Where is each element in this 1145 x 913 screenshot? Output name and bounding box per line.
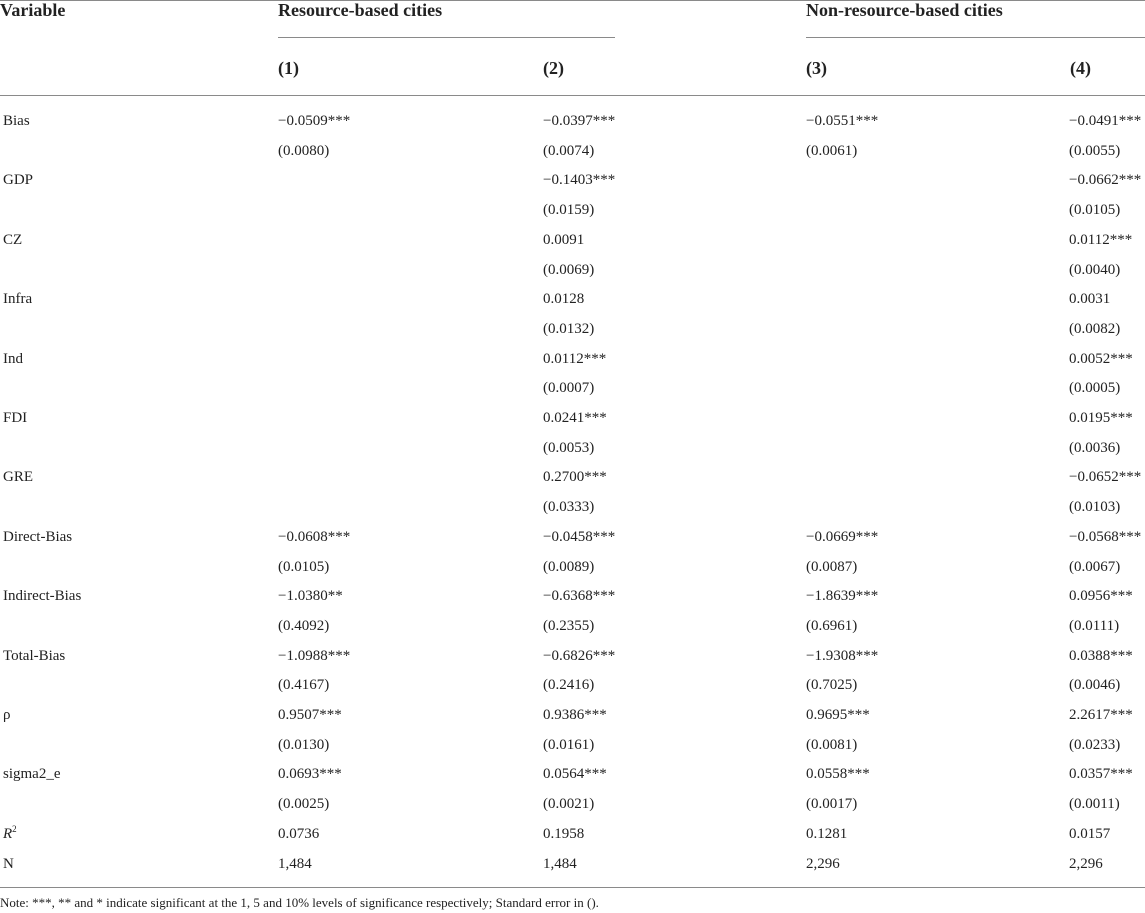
table-cell-col4: −0.0662*** — [1069, 172, 1142, 188]
table-cell-col2: 0.2700*** — [543, 469, 607, 485]
table-cell-col4: −0.0652*** — [1069, 469, 1142, 485]
table-cell-col1: (0.0025) — [278, 796, 330, 812]
table-cell-col4: (0.0067) — [1069, 559, 1121, 575]
table-cell-col2: (0.0089) — [543, 559, 595, 575]
row-label: Infra — [3, 291, 33, 307]
table-cell-col4: −0.0568*** — [1069, 529, 1142, 545]
table-cell-col1: −0.0608*** — [278, 529, 351, 545]
table-cell-col4: 2.2617*** — [1069, 707, 1133, 723]
table-cell-col4: (0.0005) — [1069, 380, 1121, 396]
table-cell-col4: 0.0956*** — [1069, 588, 1133, 604]
table-cell-col3: −0.0669*** — [806, 529, 879, 545]
table-cell-col1: 0.0693*** — [278, 766, 342, 782]
table-cell-col4: (0.0011) — [1069, 796, 1120, 812]
table-cell-col2: (0.0333) — [543, 499, 595, 515]
row-label: FDI — [3, 410, 28, 426]
table-cell-col3: (0.0081) — [806, 737, 858, 753]
row-label — [3, 826, 17, 843]
row-label: Total-Bias — [3, 648, 66, 664]
table-cell-col4: (0.0082) — [1069, 321, 1121, 337]
table-cell-col4: 0.0052*** — [1069, 351, 1133, 367]
group-rule-resource — [278, 37, 615, 38]
table-cell-col3: 2,296 — [806, 856, 840, 872]
table-cell-col2: −0.6368*** — [543, 588, 616, 604]
table-cell-col4: (0.0111) — [1069, 618, 1120, 634]
variable-header: Variable — [0, 0, 66, 20]
table-cell-col4: (0.0040) — [1069, 262, 1121, 278]
table-cell-col2: (0.0132) — [543, 321, 595, 337]
table-cell-col2: (0.0007) — [543, 380, 595, 396]
table-cell-col4: 2,296 — [1069, 856, 1103, 872]
row-label: Direct-Bias — [3, 529, 73, 545]
table-cell-col4: (0.0036) — [1069, 440, 1121, 456]
table-cell-col4: 0.0157 — [1069, 826, 1111, 842]
table-cell-col1: 1,484 — [278, 856, 312, 872]
group-header-resource: Resource-based cities — [278, 0, 443, 20]
column-header-4: (4) — [1070, 58, 1091, 78]
table-cell-col1: −1.0988*** — [278, 648, 351, 664]
table-cell-col4: (0.0103) — [1069, 499, 1121, 515]
header-bottom-rule — [0, 95, 1145, 96]
table-cell-col3: −1.8639*** — [806, 588, 879, 604]
table-cell-col3: (0.6961) — [806, 618, 858, 634]
table-cell-col2: (0.0069) — [543, 262, 595, 278]
row-label: N — [3, 856, 14, 872]
r-squared-superscript: 2 — [12, 824, 17, 834]
table-cell-col2: (0.0053) — [543, 440, 595, 456]
table-cell-col4: 0.0195*** — [1069, 410, 1133, 426]
table-cell-col2: −0.6826*** — [543, 648, 616, 664]
table-note: Note: ***, ** and * indicate significant at the 1, 5 and 10% levels of significance respectively; Standard error in (). — [0, 895, 599, 910]
table-cell-col2: −0.0397*** — [543, 113, 616, 129]
table-cell-col2: 0.9386*** — [543, 707, 607, 723]
table-cell-col2: (0.2355) — [543, 618, 595, 634]
table-cell-col2: −0.1403*** — [543, 172, 616, 188]
table-cell-col3: 0.1281 — [806, 826, 848, 842]
column-header-3: (3) — [806, 58, 827, 78]
table-cell-col4: (0.0055) — [1069, 143, 1121, 159]
table-cell-col2: −0.0458*** — [543, 529, 616, 545]
table-cell-col3: (0.0087) — [806, 559, 858, 575]
table-cell-col3: −1.9308*** — [806, 648, 879, 664]
table-cell-col2: 1,484 — [543, 856, 577, 872]
table-cell-col1: −0.0509*** — [278, 113, 351, 129]
column-header-1: (1) — [278, 58, 299, 78]
table-cell-col2: (0.0074) — [543, 143, 595, 159]
row-label: sigma2_e — [3, 766, 61, 782]
table-cell-col3: (0.7025) — [806, 677, 858, 693]
group-rule-nonresource — [806, 37, 1145, 38]
table-cell-col2: 0.0241*** — [543, 410, 607, 426]
table-cell-col3: −0.0551*** — [806, 113, 879, 129]
row-label: GDP — [3, 172, 34, 188]
table-cell-col1: (0.4167) — [278, 677, 330, 693]
table-cell-col4: 0.0112*** — [1069, 232, 1133, 248]
table-cell-col4: (0.0233) — [1069, 737, 1121, 753]
row-label: GRE — [3, 469, 33, 485]
table-cell-col2: 0.0128 — [543, 291, 585, 307]
table-cell-col4: −0.0491*** — [1069, 113, 1142, 129]
table-cell-col4: 0.0388*** — [1069, 648, 1133, 664]
table-cell-col2: 0.1958 — [543, 826, 585, 842]
table-cell-col1: 0.9507*** — [278, 707, 342, 723]
table-cell-col1: (0.0130) — [278, 737, 330, 753]
table-cell-col3: 0.9695*** — [806, 707, 870, 723]
row-label: Bias — [3, 113, 30, 129]
table-cell-col4: 0.0031 — [1069, 291, 1111, 307]
table-cell-col1: (0.0105) — [278, 559, 330, 575]
table-cell-col4: (0.0105) — [1069, 202, 1121, 218]
table-cell-col4: 0.0357*** — [1069, 766, 1133, 782]
table-cell-col2: (0.0021) — [543, 796, 595, 812]
table-cell-col1: (0.4092) — [278, 618, 330, 634]
row-label: ρ — [3, 707, 11, 723]
table-bottom-rule — [0, 887, 1145, 888]
table-cell-col3: (0.0061) — [806, 143, 858, 159]
table-cell-col1: −1.0380** — [278, 588, 343, 604]
table-cell-col2: 0.0564*** — [543, 766, 607, 782]
table-cell-col1: 0.0736 — [278, 826, 320, 842]
row-label: Indirect-Bias — [3, 588, 82, 604]
table-cell-col2: 0.0112*** — [543, 351, 607, 367]
table-cell-col2: (0.0161) — [543, 737, 595, 753]
group-header-nonresource: Non-resource-based cities — [806, 0, 1003, 20]
table-cell-col3: (0.0017) — [806, 796, 858, 812]
row-label: CZ — [3, 232, 23, 248]
r-squared-label: R — [3, 826, 13, 842]
column-header-2: (2) — [543, 58, 564, 78]
row-label: Ind — [3, 351, 23, 367]
table-cell-col4: (0.0046) — [1069, 677, 1121, 693]
table-cell-col2: (0.2416) — [543, 677, 595, 693]
table-cell-col2: 0.0091 — [543, 232, 585, 248]
table-cell-col1: (0.0080) — [278, 143, 330, 159]
table-cell-col3: 0.0558*** — [806, 766, 870, 782]
table-cell-col2: (0.0159) — [543, 202, 595, 218]
